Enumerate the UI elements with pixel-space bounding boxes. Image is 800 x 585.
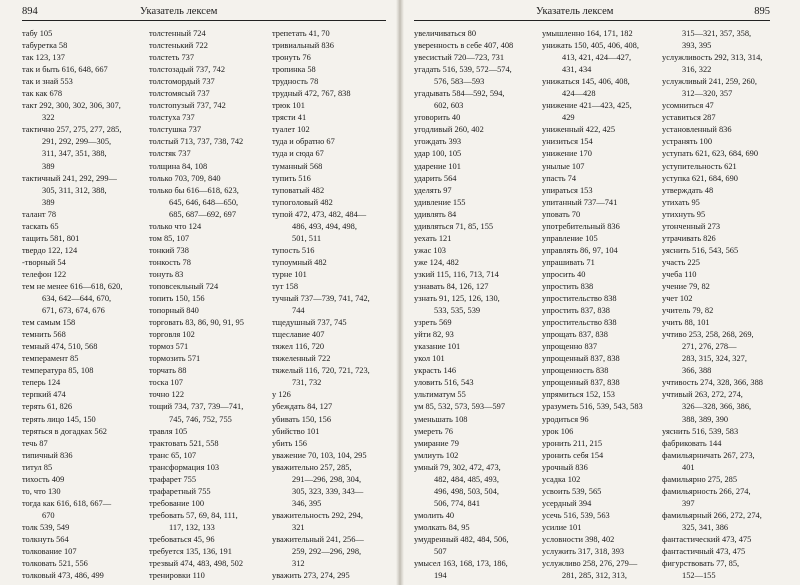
index-entry-continuation: 315—321, 357, 358, bbox=[682, 29, 752, 38]
index-entry-continuation: 366, 388 bbox=[682, 366, 712, 376]
index-entry: упросить 40 bbox=[542, 269, 586, 279]
index-entry: уйти 82, 93 bbox=[414, 330, 454, 340]
right-index-column-2 bbox=[542, 28, 643, 582]
index-entry: толстозадый 737, 742 bbox=[149, 65, 226, 75]
index-entry-continuation: 670 bbox=[42, 510, 55, 520]
index-entry-continuation: 389 bbox=[42, 197, 55, 207]
index-entry: упрощенный 837, 838 bbox=[542, 378, 620, 388]
index-entry: тонкость 78 bbox=[149, 257, 191, 267]
index-entry: таскать 65 bbox=[22, 221, 59, 231]
index-entry-continuation: 431, 434 bbox=[562, 65, 592, 75]
index-entry: уважить 273, 274, 295 bbox=[272, 571, 350, 581]
index-entry: усадка 102 bbox=[542, 474, 581, 484]
index-entry: упростить 837, 838 bbox=[542, 306, 610, 316]
index-entry: транс 65, 107 bbox=[149, 450, 197, 460]
index-entry: толстушка 737 bbox=[149, 125, 202, 135]
index-entry: услужливо 258, 276, 279— bbox=[542, 559, 638, 569]
index-entry: табуретка 58 bbox=[22, 41, 68, 51]
index-entry: унижение 421—423, 425, bbox=[542, 101, 632, 111]
index-entry: унижать 150, 405, 406, 408, bbox=[542, 41, 639, 51]
index-entry-continuation: 152—155 bbox=[682, 571, 716, 581]
index-entry: топорный 840 bbox=[149, 306, 199, 316]
index-entry: управлять 86, 97, 104 bbox=[542, 245, 618, 255]
index-entry: требование 100 bbox=[149, 498, 205, 508]
index-entry: температура 85, 108 bbox=[22, 366, 94, 376]
index-entry: уважение 70, 103, 104, 295 bbox=[272, 450, 367, 460]
index-entry: так и быть 616, 648, 667 bbox=[22, 65, 108, 75]
index-entry-continuation: 401 bbox=[682, 462, 695, 472]
index-entry: тщедушный 737, 745 bbox=[272, 318, 347, 328]
index-entry-continuation: 533, 535, 539 bbox=[434, 306, 481, 316]
index-entry: туда и обратно 67 bbox=[272, 137, 335, 147]
index-entry: толковать 521, 556 bbox=[22, 559, 88, 569]
index-entry: толкование 107 bbox=[22, 547, 77, 557]
index-entry: умный 79, 302, 472, 473, bbox=[414, 462, 501, 472]
index-entry-continuation: 259, 292—296, 298, bbox=[292, 547, 362, 557]
index-entry: уяснить 516, 539, 583 bbox=[662, 426, 739, 436]
index-entry: уже 124, 482 bbox=[414, 257, 459, 267]
index-entry: уронить себя 154 bbox=[542, 450, 604, 460]
index-entry: упираться 153 bbox=[542, 185, 593, 195]
index-entry: тривиальный 836 bbox=[272, 41, 334, 51]
index-entry: тучный 737—739, 741, 742, bbox=[272, 294, 370, 304]
index-entry: учить 88, 101 bbox=[662, 318, 710, 328]
index-entry: угадать 516, 539, 572—574, bbox=[414, 65, 512, 75]
index-entry: телефон 122 bbox=[22, 269, 67, 279]
right-running-head: Указатель лексем bbox=[536, 6, 614, 17]
index-entry: уповать 70 bbox=[542, 209, 581, 219]
index-entry: услужливый 241, 259, 260, bbox=[662, 77, 757, 87]
index-entry: туалет 102 bbox=[272, 125, 310, 135]
index-entry: тогда как 616, 618, 667— bbox=[22, 498, 112, 508]
index-entry: так как 678 bbox=[22, 89, 63, 99]
index-entry: уважительный 241, 256— bbox=[272, 534, 364, 544]
index-entry: узкий 115, 116, 713, 714 bbox=[414, 269, 499, 279]
index-entry: толстеть 737 bbox=[149, 53, 195, 63]
index-entry-continuation: 507 bbox=[434, 547, 447, 557]
index-entry: упростительство 838 bbox=[542, 294, 617, 304]
index-entry: типичный 836 bbox=[22, 450, 73, 460]
index-entry: уставиться 287 bbox=[662, 113, 716, 123]
index-entry: трясти 41 bbox=[272, 113, 307, 123]
index-entry: ультиматум 55 bbox=[414, 390, 466, 400]
index-entry: трюк 101 bbox=[272, 101, 305, 111]
index-entry: удивляться 71, 85, 155 bbox=[414, 221, 494, 231]
index-entry: тщеславие 407 bbox=[272, 330, 325, 340]
index-entry: тупой 472, 473, 482, 484— bbox=[272, 209, 367, 219]
index-entry: трафарет 755 bbox=[149, 474, 197, 484]
index-entry: толстуха 737 bbox=[149, 113, 195, 123]
index-entry: требоваться 45, 96 bbox=[149, 534, 215, 544]
index-entry-continuation: 634, 642—644, 670, bbox=[42, 294, 112, 304]
index-entry: установленный 836 bbox=[662, 125, 732, 135]
index-entry: учение 79, 82 bbox=[662, 281, 710, 291]
index-entry: теперь 124 bbox=[22, 378, 61, 388]
index-entry-continuation: 424—428 bbox=[562, 89, 596, 99]
index-entry: убить 156 bbox=[272, 438, 307, 448]
index-entry-continuation: 346, 395 bbox=[292, 498, 322, 508]
index-entry-continuation: 311, 347, 351, 388, bbox=[42, 149, 107, 159]
index-entry: тронуть 76 bbox=[272, 53, 311, 63]
index-entry-continuation: 496, 498, 503, 504, bbox=[434, 486, 499, 496]
index-entry-continuation: 291, 292, 299—305, bbox=[42, 137, 112, 147]
index-entry-continuation: 325, 341, 386 bbox=[682, 522, 729, 532]
index-entry-continuation: 283, 315, 324, 327, bbox=[682, 354, 747, 364]
index-entry: течь 87 bbox=[22, 438, 48, 448]
index-entry: толкнуть 564 bbox=[22, 534, 69, 544]
index-entry: услужить 317, 318, 393 bbox=[542, 547, 625, 557]
index-entry: убеждать 84, 127 bbox=[272, 402, 333, 412]
index-entry: упростительство 838 bbox=[542, 318, 617, 328]
index-entry-continuation: 576, 583—593 bbox=[434, 77, 485, 87]
index-entry: у 126 bbox=[272, 390, 291, 400]
right-header-rule bbox=[414, 20, 770, 21]
index-entry: условности 398, 402 bbox=[542, 534, 615, 544]
index-entry: учет 102 bbox=[662, 294, 693, 304]
index-entry: унижаться 145, 406, 408, bbox=[542, 77, 630, 87]
index-entry: терпкий 474 bbox=[22, 390, 66, 400]
index-entry-continuation: 326—328, 366, 386, bbox=[682, 402, 752, 412]
index-entry: уважительность 292, 294, bbox=[272, 510, 363, 520]
left-header-rule bbox=[22, 20, 386, 21]
index-entry: такт 292, 300, 302, 306, 307, bbox=[22, 101, 121, 111]
index-entry: толковый 473, 486, 499 bbox=[22, 571, 104, 581]
index-entry: учеба 110 bbox=[662, 269, 697, 279]
right-page-header bbox=[414, 6, 770, 24]
index-entry: уяснить 516, 543, 565 bbox=[662, 245, 739, 255]
index-entry: толстенький 722 bbox=[149, 41, 208, 51]
index-entry: фантастический 473, 475 bbox=[662, 534, 752, 544]
index-entry: уступка 621, 684, 690 bbox=[662, 173, 738, 183]
index-entry: уловить 516, 543 bbox=[414, 378, 474, 388]
index-entry: торговать 83, 86, 90, 91, 95 bbox=[149, 318, 244, 328]
index-entry: темнить 568 bbox=[22, 330, 66, 340]
index-entry: убийство 101 bbox=[272, 426, 320, 436]
index-entry: фамильярничать 267, 273, bbox=[662, 450, 755, 460]
index-entry: табу 105 bbox=[22, 29, 53, 38]
index-entry: указание 101 bbox=[414, 342, 461, 352]
right-index-column-1 bbox=[414, 28, 513, 582]
index-entry: тупоумный 482 bbox=[272, 257, 327, 267]
book-gutter bbox=[396, 0, 404, 585]
index-entry: учтиво 253, 258, 268, 269, bbox=[662, 330, 754, 340]
index-entry-continuation: 645, 646, 648—650, bbox=[169, 197, 239, 207]
index-entry: ударение 101 bbox=[414, 161, 461, 171]
index-entry-continuation: 744 bbox=[292, 306, 305, 316]
index-entry: тощий 734, 737, 739—741, bbox=[149, 402, 244, 412]
index-entry: требуется 135, 136, 191 bbox=[149, 547, 232, 557]
index-entry: утонченный 273 bbox=[662, 221, 721, 231]
index-entry: увеличиваться 80 bbox=[414, 29, 477, 38]
index-entry: усечь 516, 539, 563 bbox=[542, 510, 610, 520]
index-entry: ужас 103 bbox=[414, 245, 446, 255]
index-entry: упрашивать 71 bbox=[542, 257, 595, 267]
right-page-number: 895 bbox=[754, 6, 770, 17]
index-entry-continuation: 321 bbox=[292, 522, 305, 532]
left-page-header bbox=[22, 6, 386, 24]
index-entry: трансформация 103 bbox=[149, 462, 220, 472]
index-entry: упитанный 737—741 bbox=[542, 197, 618, 207]
index-entry: то, что 130 bbox=[22, 486, 61, 496]
index-entry-continuation: 389 bbox=[42, 161, 55, 171]
index-entry: трудность 78 bbox=[272, 77, 319, 87]
index-entry: только 703, 709, 840 bbox=[149, 173, 221, 183]
right-page bbox=[400, 0, 800, 585]
index-entry: узреть 569 bbox=[414, 318, 452, 328]
index-entry: униженный 422, 425 bbox=[542, 125, 616, 135]
index-entry-continuation: 291—296, 298, 304, bbox=[292, 474, 362, 484]
left-running-head: Указатель лексем bbox=[140, 6, 218, 17]
index-entry: упрощенность 838 bbox=[542, 366, 609, 376]
index-entry: торговля 102 bbox=[149, 330, 195, 340]
index-entry-continuation: 312—320, 357 bbox=[682, 89, 733, 99]
index-entry: только бы 616—618, 623, bbox=[149, 185, 239, 195]
index-entry-continuation: 397 bbox=[682, 498, 695, 508]
index-entry-continuation: 602, 603 bbox=[434, 101, 464, 111]
left-index-column-1 bbox=[22, 28, 122, 582]
index-entry: так 123, 137 bbox=[22, 53, 65, 63]
index-entry: украсть 146 bbox=[414, 366, 457, 376]
index-entry: угадывать 584—592, 594, bbox=[414, 89, 505, 99]
index-entry: услужливость 292, 313, 314, bbox=[662, 53, 763, 63]
index-entry: торчать 88 bbox=[149, 366, 187, 376]
index-entry: тонкий 738 bbox=[149, 245, 189, 255]
index-entry: туповатый 482 bbox=[272, 185, 325, 195]
index-entry-continuation: 281, 285, 312, 313, bbox=[562, 571, 627, 581]
index-entry-continuation: 271, 276, 278— bbox=[682, 342, 737, 352]
index-entry: трактовать 521, 558 bbox=[149, 438, 219, 448]
index-entry-continuation: 322 bbox=[42, 113, 55, 123]
index-entry: удивление 155 bbox=[414, 197, 466, 207]
index-entry: умолкать 84, 95 bbox=[414, 522, 470, 532]
index-entry-continuation: 501, 511 bbox=[292, 233, 322, 243]
index-entry: талант 78 bbox=[22, 209, 57, 219]
index-entry: туманный 568 bbox=[272, 161, 323, 171]
right-index-column-3 bbox=[662, 28, 763, 582]
index-entry: узнавать 84, 126, 127 bbox=[414, 281, 489, 291]
index-entry: титул 85 bbox=[22, 462, 53, 472]
index-entry: учтивый 263, 272, 274, bbox=[662, 390, 743, 400]
index-entry: толстый 713, 737, 738, 742 bbox=[149, 137, 244, 147]
index-entry-continuation: 194 bbox=[434, 571, 447, 581]
index-entry: убивать 150, 156 bbox=[272, 414, 332, 424]
index-entry: толстомордый 737 bbox=[149, 77, 215, 87]
index-entry: управление 105 bbox=[542, 233, 598, 243]
index-entry: укол 101 bbox=[414, 354, 445, 364]
index-entry: унизиться 154 bbox=[542, 137, 593, 147]
index-entry: уступать 621, 623, 684, 690 bbox=[662, 149, 759, 159]
index-entry: усвоить 539, 565 bbox=[542, 486, 602, 496]
index-entry: ударить 564 bbox=[414, 173, 457, 183]
index-entry-continuation: 429 bbox=[562, 113, 575, 123]
index-entry-continuation: 312 bbox=[292, 559, 305, 569]
index-entry: увесистый 720—723, 731 bbox=[414, 53, 505, 63]
index-entry: так и знай 553 bbox=[22, 77, 73, 87]
index-entry: уступительность 621 bbox=[662, 161, 737, 171]
index-entry: усердный 394 bbox=[542, 498, 592, 508]
index-entry: толк 539, 549 bbox=[22, 522, 70, 532]
index-entry: уехать 121 bbox=[414, 233, 452, 243]
index-entry-continuation: 671, 673, 674, 676 bbox=[42, 306, 105, 316]
index-entry: фамильярный 266, 272, 274, bbox=[662, 510, 762, 520]
index-entry: темный 474, 510, 568 bbox=[22, 342, 98, 352]
index-entry: угождать 393 bbox=[414, 137, 462, 147]
index-entry: умереть 76 bbox=[414, 426, 453, 436]
left-index-column-3 bbox=[272, 28, 370, 582]
index-entry: толщина 84, 108 bbox=[149, 161, 208, 171]
index-entry-continuation: 486, 493, 494, 498, bbox=[292, 221, 357, 231]
index-entry: трафаретный 755 bbox=[149, 486, 211, 496]
index-entry-continuation: 745, 746, 752, 755 bbox=[169, 414, 232, 424]
index-entry-continuation: 685, 687—692, 697 bbox=[169, 209, 236, 219]
index-entry: упрощенный 837, 838 bbox=[542, 354, 620, 364]
index-entry: умолить 40 bbox=[414, 510, 455, 520]
index-entry: упрощать 837, 838 bbox=[542, 330, 608, 340]
index-entry: усилие 101 bbox=[542, 522, 582, 532]
index-entry: урочный 836 bbox=[542, 462, 588, 472]
index-entry: тащить 581, 801 bbox=[22, 233, 80, 243]
index-entry-continuation: 506, 774, 841 bbox=[434, 498, 481, 508]
index-entry-continuation: 482, 484, 485, 493, bbox=[434, 474, 499, 484]
index-entry: унылые 107 bbox=[542, 161, 585, 171]
index-entry: тупить 516 bbox=[272, 173, 311, 183]
index-entry: трепетать 41, 70 bbox=[272, 29, 330, 38]
index-entry-continuation: 305, 311, 312, 388, bbox=[42, 185, 107, 195]
index-entry: фамильярно 275, 285 bbox=[662, 474, 738, 484]
index-entry: толстомясый 737 bbox=[149, 89, 210, 99]
index-entry: устранять 100 bbox=[662, 137, 713, 147]
left-index-column-2 bbox=[149, 28, 244, 582]
left-page-number: 894 bbox=[22, 6, 38, 17]
index-entry: тем не менее 616—618, 620, bbox=[22, 281, 123, 291]
index-entry: уговорить 40 bbox=[414, 113, 461, 123]
index-entry: тихость 409 bbox=[22, 474, 65, 484]
index-entry: фигурствовать 77, 85, bbox=[662, 559, 740, 569]
index-entry: урок 106 bbox=[542, 426, 574, 436]
index-entry: турне 101 bbox=[272, 269, 307, 279]
index-entry: фамильярность 266, 274, bbox=[662, 486, 751, 496]
index-entry: тактичный 241, 292, 299— bbox=[22, 173, 117, 183]
index-entry: фабриковать 144 bbox=[662, 438, 722, 448]
index-entry: уделять 97 bbox=[414, 185, 452, 195]
index-entry: узнать 91, 125, 126, 130, bbox=[414, 294, 500, 304]
index-entry-continuation: 305, 323, 339, 343— bbox=[292, 486, 364, 496]
index-entry: фантастичный 473, 475 bbox=[662, 547, 746, 557]
index-entry: учтивость 274, 328, 366, 388 bbox=[662, 378, 763, 388]
index-entry: уродиться 96 bbox=[542, 414, 589, 424]
index-entry-continuation: 413, 421, 424—427, bbox=[562, 53, 632, 63]
index-entry: тут 158 bbox=[272, 281, 299, 291]
index-entry: туда и сюда 67 bbox=[272, 149, 324, 159]
index-entry: темперамент 85 bbox=[22, 354, 79, 364]
index-entry: утверждать 48 bbox=[662, 185, 714, 195]
index-entry-continuation: 117, 132, 133 bbox=[169, 522, 215, 532]
index-entry: упростить 838 bbox=[542, 281, 594, 291]
index-entry: участь 225 bbox=[662, 257, 700, 267]
index-entry-continuation: 316, 322 bbox=[682, 65, 712, 75]
index-entry: требовать 57, 69, 84, 111, bbox=[149, 510, 238, 520]
index-entry: том 85, 107 bbox=[149, 233, 190, 243]
index-entry: умлиуть 102 bbox=[414, 450, 459, 460]
index-entry: утихать 95 bbox=[662, 197, 700, 207]
index-entry: ум 85, 532, 573, 593—597 bbox=[414, 402, 506, 412]
index-entry: удивлять 84 bbox=[414, 209, 457, 219]
index-entry: употребительный 836 bbox=[542, 221, 620, 231]
index-entry: тропинка 58 bbox=[272, 65, 316, 75]
index-entry: толстенный 724 bbox=[149, 29, 206, 38]
index-entry: умышленно 164, 171, 182 bbox=[542, 29, 633, 38]
index-entry: точно 122 bbox=[149, 390, 185, 400]
index-entry: упрямиться 152, 153 bbox=[542, 390, 615, 400]
index-entry: уронить 211, 215 bbox=[542, 438, 603, 448]
index-entry: уменьшать 108 bbox=[414, 414, 468, 424]
index-entry-continuation: 731, 732 bbox=[292, 378, 322, 388]
index-entry: умысел 163, 168, 173, 186, bbox=[414, 559, 508, 569]
index-entry: тормоз 571 bbox=[149, 342, 189, 352]
index-entry: тонуть 83 bbox=[149, 269, 184, 279]
index-entry: топовсекльный 724 bbox=[149, 281, 219, 291]
index-entry: терять 61, 826 bbox=[22, 402, 73, 412]
index-entry: утрачивать 826 bbox=[662, 233, 716, 243]
index-entry: тактично 257, 275, 277, 285, bbox=[22, 125, 122, 135]
index-entry: теряться в догадках 562 bbox=[22, 426, 107, 436]
index-entry: -творный 54 bbox=[22, 257, 66, 267]
index-entry: уважительно 257, 285, bbox=[272, 462, 352, 472]
index-entry: унижение 170 bbox=[542, 149, 592, 159]
index-entry: толстяк 737 bbox=[149, 149, 191, 159]
index-entry: терять лицо 145, 150 bbox=[22, 414, 96, 424]
index-entry: трудный 472, 767, 838 bbox=[272, 89, 351, 99]
index-entry: учитель 79, 82 bbox=[662, 306, 714, 316]
index-entry: уверенность в себе 407, 408 bbox=[414, 41, 514, 51]
index-entry: тяжел 116, 720 bbox=[272, 342, 325, 352]
index-entry: топить 150, 156 bbox=[149, 294, 205, 304]
index-entry: толстопузый 737, 742 bbox=[149, 101, 226, 111]
index-entry: тяжелый 116, 720, 721, 723, bbox=[272, 366, 370, 376]
index-entry: только что 124 bbox=[149, 221, 202, 231]
index-entry-continuation: 388, 389, 390 bbox=[682, 414, 729, 424]
index-entry: тоска 107 bbox=[149, 378, 183, 388]
index-entry: тем самым 158 bbox=[22, 318, 76, 328]
index-entry-continuation: 393, 395 bbox=[682, 41, 712, 51]
index-entry: утихнуть 95 bbox=[662, 209, 706, 219]
index-entry: тупость 516 bbox=[272, 245, 315, 255]
index-entry: тормозить 571 bbox=[149, 354, 201, 364]
index-entry: травля 105 bbox=[149, 426, 188, 436]
index-entry: усомниться 47 bbox=[662, 101, 714, 111]
index-entry: удар 100, 105 bbox=[414, 149, 462, 159]
index-entry: твердо 122, 124 bbox=[22, 245, 78, 255]
index-entry: тупоголовый 482 bbox=[272, 197, 333, 207]
index-entry: упасть 74 bbox=[542, 173, 577, 183]
index-entry: упрощенно 837 bbox=[542, 342, 598, 352]
index-entry: умудренный 482, 484, 506, bbox=[414, 534, 509, 544]
index-entry: уразуметь 516, 539, 543, 583 bbox=[542, 402, 643, 412]
index-entry: тяжеленный 722 bbox=[272, 354, 331, 364]
index-entry: угодливый 260, 402 bbox=[414, 125, 484, 135]
index-entry: умирание 79 bbox=[414, 438, 459, 448]
index-entry: трезвый 474, 483, 498, 502 bbox=[149, 559, 244, 569]
index-entry: тренировки 110 bbox=[149, 571, 205, 581]
